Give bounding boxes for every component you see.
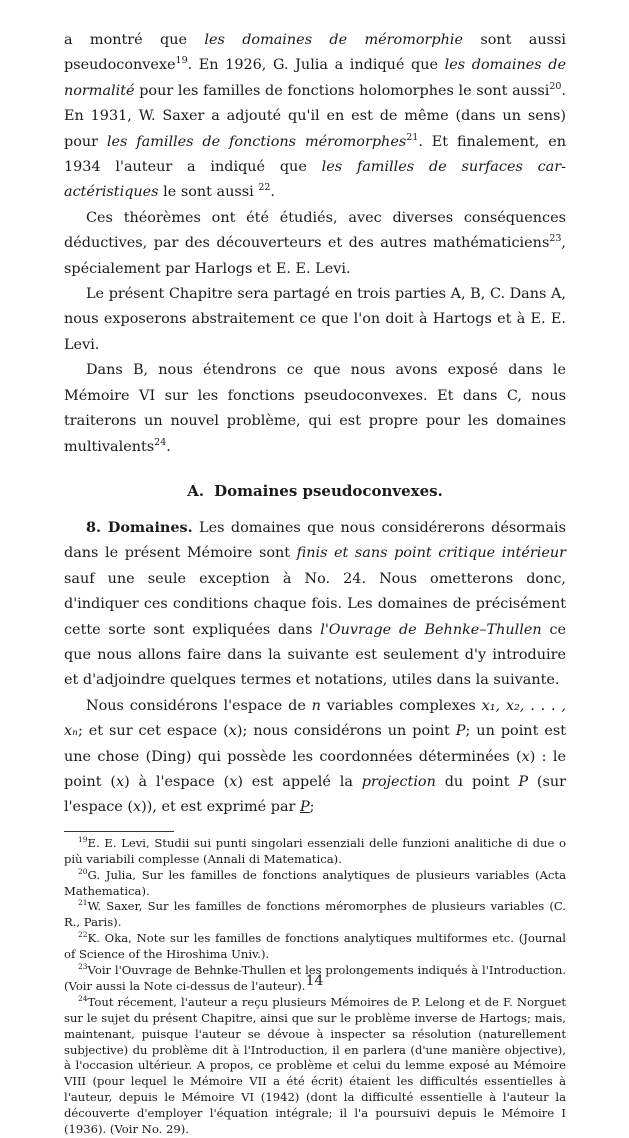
paragraph-1	[64, 28, 566, 206]
paragraph-3: Le présent Chapitre sera partagé en trois parties A, B, C. Dans A, nous exposerons abstraitement ce que l'on doit à Hartogs et à E. E. Levi.	[64, 286, 566, 353]
italic-text: l'Ouvrage de Behnke–Thullen	[320, 621, 542, 638]
italic-text: projection	[361, 773, 436, 790]
footnote-number: 21	[78, 898, 88, 908]
text: ce que nous allons faire dans la suivante est seulement d'y introduire et d'adjoindre quelques termes et notations, utiles dans la suivante.	[64, 621, 567, 689]
math-var: n	[311, 697, 321, 714]
footnote-text: Voir l'Ouvrage de Behnke-Thullen et les prolongements indiqués à l'Introduction. (Voir aussi la Note ci-dessus de l'auteur).	[64, 963, 566, 993]
footnote	[64, 868, 566, 900]
math-var: x	[133, 799, 142, 816]
footnote-ref: 19	[175, 55, 188, 67]
footnote-ref: 21	[406, 131, 419, 143]
text: ;	[309, 799, 315, 816]
text: Ces théorèmes ont été étudiés, avec diverses conséquences déductives, par des découverteurs et des autres mathématiciens	[64, 209, 566, 252]
italic-text: les familles de surfaces car-actéristiques	[64, 159, 567, 201]
footnote-number: 19	[78, 834, 88, 844]
paragraph-2	[64, 206, 566, 282]
text: . En 1931, W. Saxer a adjouté qu'il en est de même (dans un sens) pour	[64, 82, 566, 150]
footnote-number: 20	[78, 866, 88, 876]
text: (sur l'espace (	[64, 773, 567, 816]
footnote-number: 22	[78, 930, 88, 940]
text: .	[166, 438, 171, 455]
text: ; et sur cet espace (	[77, 723, 229, 740]
italic-text: finis et sans point critique intérieur	[296, 545, 566, 562]
footnote-text: W. Saxer, Sur les familles de fonctions méromorphes de plusieurs variables (C. R., Paris).	[64, 899, 566, 930]
text: Les domaines que nous considérerons désormais dans le présent Mémoire sont	[64, 519, 567, 562]
footnote-ref: 20	[549, 81, 562, 93]
text: ) à l'espace (	[124, 773, 230, 790]
footnote-number: 23	[78, 962, 88, 972]
math-var: x₁, x₂, . . . , xₙ	[64, 697, 566, 740]
footnote-ref: 23	[549, 233, 562, 245]
text: sont aussi pseudoconvexe	[64, 32, 566, 74]
text: ) est appelé la	[237, 773, 362, 790]
footnote-ref: 24	[154, 436, 167, 448]
section-label: A.	[187, 481, 205, 500]
footnote	[64, 995, 566, 1138]
italic-text: les familles de fonctions méromorphes	[106, 133, 407, 150]
text: ) : le point (	[64, 748, 566, 790]
paragraph-6	[64, 694, 566, 821]
text: le sont aussi	[158, 184, 259, 201]
footnote-text: E. E. Levi, Studii sui punti singolari essenziali delle funzioni analitiche di due o più variabili complesse (Annali di Matematica).	[64, 835, 566, 866]
footnote-ref: 22	[258, 182, 271, 194]
math-var: P	[455, 723, 466, 740]
text: . Et finalement, en 1934 l'auteur a indiqué que	[64, 133, 566, 176]
math-var: x	[228, 723, 237, 740]
text: ; un point est une chose (Ding) qui possède les coordonnées déterminées (	[64, 723, 567, 765]
footnote-text: G. Julia, Sur les familles de fonctions analytiques de plusieurs variables (Acta Mathematica).	[64, 867, 566, 898]
page-body	[64, 28, 566, 1138]
subsection-heading: 8. Domaines.	[86, 518, 193, 536]
text: pour les familles de fonctions holomorphes le sont aussi	[134, 82, 550, 99]
text: .	[270, 184, 275, 201]
text: Dans B, nous étendrons ce que nous avons exposé dans le Mémoire VI sur les fonctions pseudoconvexes. Et dans C, nous traiterons un nouvel problème, qui est propre pour les domaines multivalents	[64, 362, 566, 455]
math-var: x	[521, 748, 530, 765]
text: sauf une seule exception à No. 24. Nous ometterons donc, d'indiquer ces conditions chaque fois. Les domaines de précisément cette sorte sont expliquées dans	[64, 570, 566, 638]
text: variables complexes	[320, 697, 482, 714]
text: ); nous considérons un point	[236, 723, 456, 740]
section-title: Domaines pseudoconvexes.	[214, 481, 443, 500]
text: a montré que	[64, 32, 205, 48]
paragraph-4	[64, 358, 566, 460]
math-var: P	[299, 799, 310, 816]
footnote-text: Tout récement, l'auteur a reçu plusieurs Mémoires de P. Lelong et de F. Norguet sur le sujet du présent Chapitre, ainsi que sur le problème inverse de Hartogs; mais, maintenant, puisque l'auteur se dévoue à inspecter sa résolution (naturellement subjective) du problème dit à l'Introduction, il en parlera (d'une manière objective), à l'occasion ultérieur. A propos, ce problème et celui du lemme exposé au Mémoire VIII (pour lequel le Mémoire VII a été écrit) étaient les difficultés essentielles à l'auteur, depuis le Mémoire VI (1942) (dont la difficulté essentielle à l'auteur la découverte d'employer l'équation intégrale; il l'a poursuivi depuis le Mémoire I (1936). (Voir No. 29).	[64, 994, 566, 1137]
text: du point	[435, 773, 519, 790]
math-var: x	[115, 773, 125, 790]
math-var: P	[518, 773, 529, 790]
footnote-text: K. Oka, Note sur les familles de fonctions analytiques multiformes etc. (Journal of Science of the Hiroshima Univ.).	[64, 931, 566, 962]
italic-text: les domaines de méromorphie	[204, 32, 463, 48]
page-number: 14	[305, 973, 324, 989]
section-heading	[64, 481, 566, 501]
paragraph-5	[64, 515, 566, 694]
text: Nous considérons l'espace de	[86, 697, 312, 714]
footnote	[64, 899, 566, 931]
text: . En 1926, G. Julia a indiqué que	[187, 57, 445, 74]
footnote	[64, 836, 566, 868]
footnote-number: 24	[78, 993, 88, 1003]
math-var: x	[229, 773, 238, 790]
italic-text: les domaines de normalité	[64, 57, 566, 99]
footnote	[64, 931, 566, 963]
text: )), et est exprimé par	[141, 799, 300, 816]
footnote-divider	[64, 831, 174, 832]
text: , spécialement par Harlogs et E. E. Levi.	[64, 235, 566, 277]
